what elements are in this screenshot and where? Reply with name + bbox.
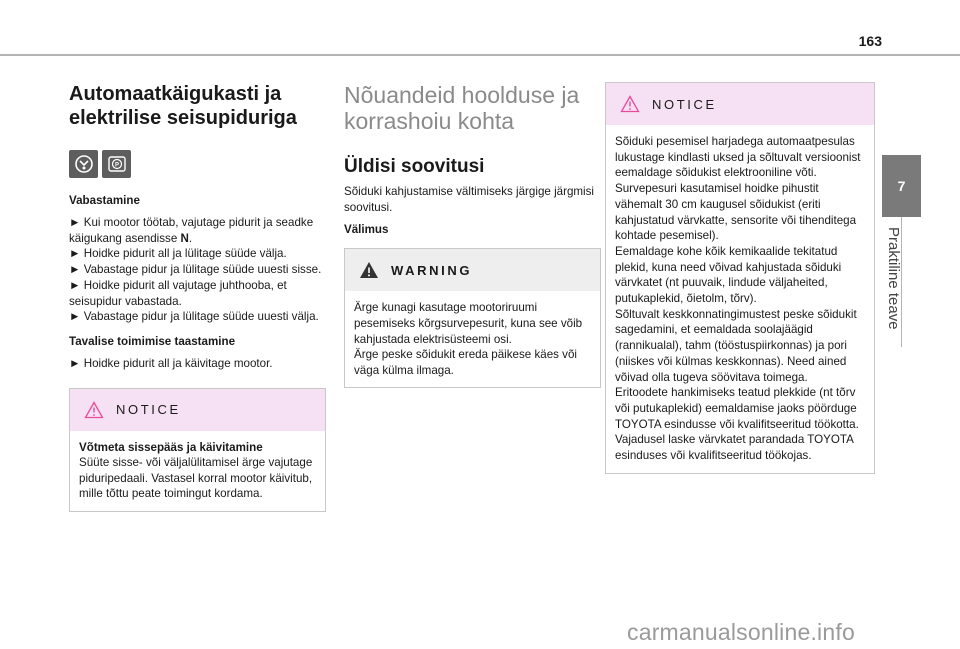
column-care-advice [344, 82, 601, 388]
warning-line-1: Ärge kunagi kasutage mootoriruumi pesemiseks kõrgsurvepesurit, kuna see võib kahjustada elektrisüsteemi osi. [354, 301, 583, 346]
notice-paragraph-1: Sõiduki pesemisel harjadega automaatpesulas lukustage kindlasti uksed ja sõltuvalt versioonist eemaldage sõidukist elektrooniline võti. [615, 135, 861, 180]
care-section-title [344, 82, 601, 134]
notice-paragraph-4: Sõltuvalt keskkonnatingimustest peske sõidukit sagedamini, et eemaldada soolajäägid (rannikualal), tahm (tööstuspiirkonnas) ja pori (niiskes või külmas keskkonnas). Need ained võivad olla tugeva söövitava toimega. [615, 307, 857, 384]
header-divider [0, 54, 960, 56]
feature-icons [69, 150, 326, 178]
care-title-line1: Nõuandeid hoolduse ja [344, 82, 580, 108]
parking-brake-p-icon [102, 150, 131, 178]
notice-text: Süüte sisse- või väljalülitamisel ärge vajutage piduripedaali. Vastasel korral mootor käivitub, mille tõttu peate toimingut kordama. [79, 456, 313, 501]
notice-title: Võtmeta sissepääs ja käivitamine [79, 440, 263, 454]
notice-label: NOTICE [116, 402, 181, 418]
chapter-tab[interactable]: 7 [882, 155, 921, 217]
section-title-line2: elektrilise seisupiduriga [69, 107, 297, 129]
notice-body [70, 431, 325, 511]
warning-triangle-icon [359, 261, 379, 279]
restore-step: ► Hoidke pidurit all ja käivitage mootor. [69, 356, 273, 370]
restore-heading: Tavalise toimimise taastamine [69, 334, 236, 348]
release-step-3: ► Vabastage pidur ja lülitage süüde uuesti sisse. [69, 263, 322, 277]
notice-header [70, 389, 325, 431]
notice-paragraph-5: Eritoodete hankimiseks teatud plekkide (nt tõrv või putukaplekid) eemaldamise jaoks pöörduge TOYOTA esindusse või kvalifitseeritud töökotta. [615, 386, 859, 431]
notice-header [606, 83, 874, 125]
svg-text:P: P [114, 162, 119, 169]
notice-box-keyless [69, 388, 326, 512]
release-step-4: ► Hoidke pidurit all vajutage juhthooba, et seisupidur vabastada. [69, 278, 287, 308]
warning-body [345, 291, 600, 387]
chapter-title: Praktiline teave [885, 227, 902, 330]
gearbox-icon [69, 150, 98, 178]
intro-text: Sõiduki kahjustamise vältimiseks järgige järgmisi soovitusi. [344, 185, 595, 214]
warning-line-2: Ärge peske sõidukit ereda päikese käes või väga külma ilmaga. [354, 348, 577, 377]
watermark: carmanualsonline.info [627, 619, 855, 645]
notice-body [606, 125, 874, 473]
notice-paragraph-6: Vajadusel laske värvkatet parandada TOYOTA esinduses või kvalifitseeritud töökojas. [615, 433, 854, 463]
notice-box-washing [605, 82, 875, 474]
release-heading: Vabastamine [69, 194, 140, 207]
section-title [69, 82, 326, 130]
notice-triangle-icon [84, 401, 104, 419]
notice-triangle-icon [620, 95, 640, 113]
column-washing-notice [605, 82, 875, 474]
notice-paragraph-2: Survepesuri kasutamisel hoidke pihustit vähemalt 30 cm kaugusel sõidukist (eriti kahjustatud värvkatte, sensorite või tihenditega kohtade pesemisel). [615, 182, 857, 243]
notice-paragraph-3: Eemaldage kohe kõik kemikaalide tekitatud plekid, kuna need võivad kahjustada sõiduki värvkatet (nt puuvaik, lindude väljaheited, putukaplekid, õietolm, tõrv). [615, 244, 842, 306]
release-steps [69, 215, 326, 325]
release-step-1: ► Kui mootor töötab, vajutage pidurit ja seadke käigukang asendisse N. [69, 216, 314, 245]
warning-label: WARNING [391, 262, 473, 278]
section-title-line1: Automaatkäigukasti ja [69, 83, 282, 105]
warning-header [345, 249, 600, 291]
care-title-line2: korrashoiu kohta [344, 108, 515, 134]
general-advice-title: Üldisi soovitusi [344, 156, 485, 177]
warning-box [344, 248, 601, 388]
release-step-2: ► Hoidke pidurit all ja lülitage süüde välja. [69, 247, 287, 261]
column-automatic-gearbox [69, 82, 326, 512]
release-step-5: ► Vabastage pidur ja lülitage süüde uuesti välja. [69, 310, 319, 324]
page-number: 163 [858, 33, 882, 49]
notice-label: NOTICE [652, 96, 717, 112]
appearance-heading: Välimus [344, 223, 389, 237]
